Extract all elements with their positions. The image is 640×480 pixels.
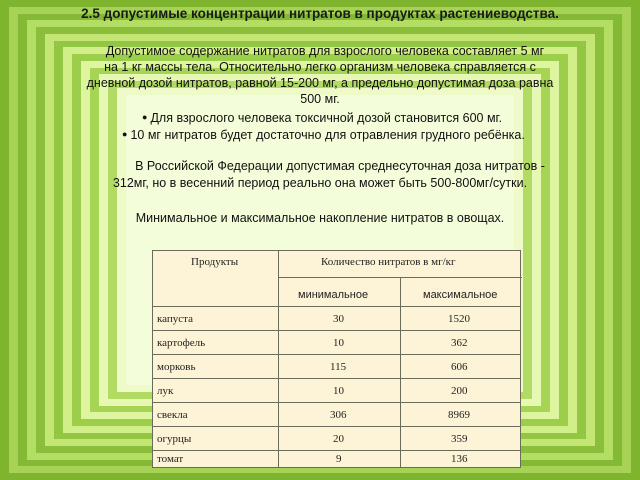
intro-line-4: 500 мг.: [300, 92, 340, 106]
row-3-min: 115: [330, 361, 347, 373]
row-5-min: 306: [330, 409, 347, 421]
slide-title: 2.5 допустимые концентрации нитратов в продуктах растениеводства.: [81, 6, 559, 21]
bullet-text-1: Для взрослого человека токсичной дозой становится 600 мг.: [150, 111, 503, 125]
table-divider: [278, 251, 279, 467]
intro-line-2: на 1 кг массы тела. Относительно легко организм человека справляется с: [104, 60, 536, 74]
row-6-product: огурцы: [157, 433, 192, 445]
row-7-product: томат: [157, 453, 184, 465]
row-1-product: капуста: [157, 313, 194, 325]
row-2-max: 362: [451, 337, 468, 349]
intro-line-3: дневной дозой нитратов, равной 15-200 мг, а предельно допустимая доза равна: [86, 76, 554, 90]
table-divider: [153, 306, 520, 307]
table-caption: Минимальное и максимальное накопление нитратов в овощах.: [135, 211, 505, 225]
bullet-dot-icon: ●: [122, 129, 128, 139]
row-1-min: 30: [333, 313, 344, 325]
bullet-item-2: [122, 126, 525, 143]
row-4-min: 10: [333, 385, 344, 397]
row-4-max: 200: [451, 385, 468, 397]
table-divider: [153, 402, 520, 403]
table-divider: [153, 378, 520, 379]
russia-line-1: В Российской Федерации допустимая среднесуточная доза нитратов -: [135, 159, 545, 173]
row-4-product: лук: [157, 385, 174, 397]
row-7-max: 136: [451, 453, 468, 465]
table-divider: [153, 426, 520, 427]
row-5-max: 8969: [448, 409, 470, 421]
row-6-min: 20: [333, 433, 344, 445]
row-3-max: 606: [451, 361, 468, 373]
bullet-item-1: [142, 109, 502, 126]
table-divider: [153, 330, 520, 331]
row-2-product: картофель: [157, 337, 206, 349]
row-7-min: 9: [336, 453, 342, 465]
header-products: Продукты: [191, 256, 239, 268]
table-divider: [153, 450, 520, 451]
row-5-product: свекла: [157, 409, 188, 421]
row-3-product: морковь: [157, 361, 196, 373]
russia-line-2: 312мг, но в весенний период реально она может быть 500-800мг/сутки.: [112, 176, 528, 190]
nitrate-table: [152, 250, 521, 468]
row-1-max: 1520: [448, 313, 470, 325]
table-divider: [400, 277, 401, 467]
row-2-min: 10: [333, 337, 344, 349]
bullet-text-2: 10 мг нитратов будет достаточно для отравления грудного ребёнка.: [130, 128, 525, 142]
row-6-max: 359: [451, 433, 468, 445]
bullet-dot-icon: ●: [142, 112, 148, 122]
header-max: максимальное: [423, 289, 498, 301]
table-divider: [153, 354, 520, 355]
intro-line-1: Допустимое содержание нитратов для взрослого человека составляет 5 мг: [105, 44, 545, 58]
header-min: минимальное: [298, 289, 369, 301]
header-nitrate-amount: Количество нитратов в мг/кг: [321, 256, 456, 268]
